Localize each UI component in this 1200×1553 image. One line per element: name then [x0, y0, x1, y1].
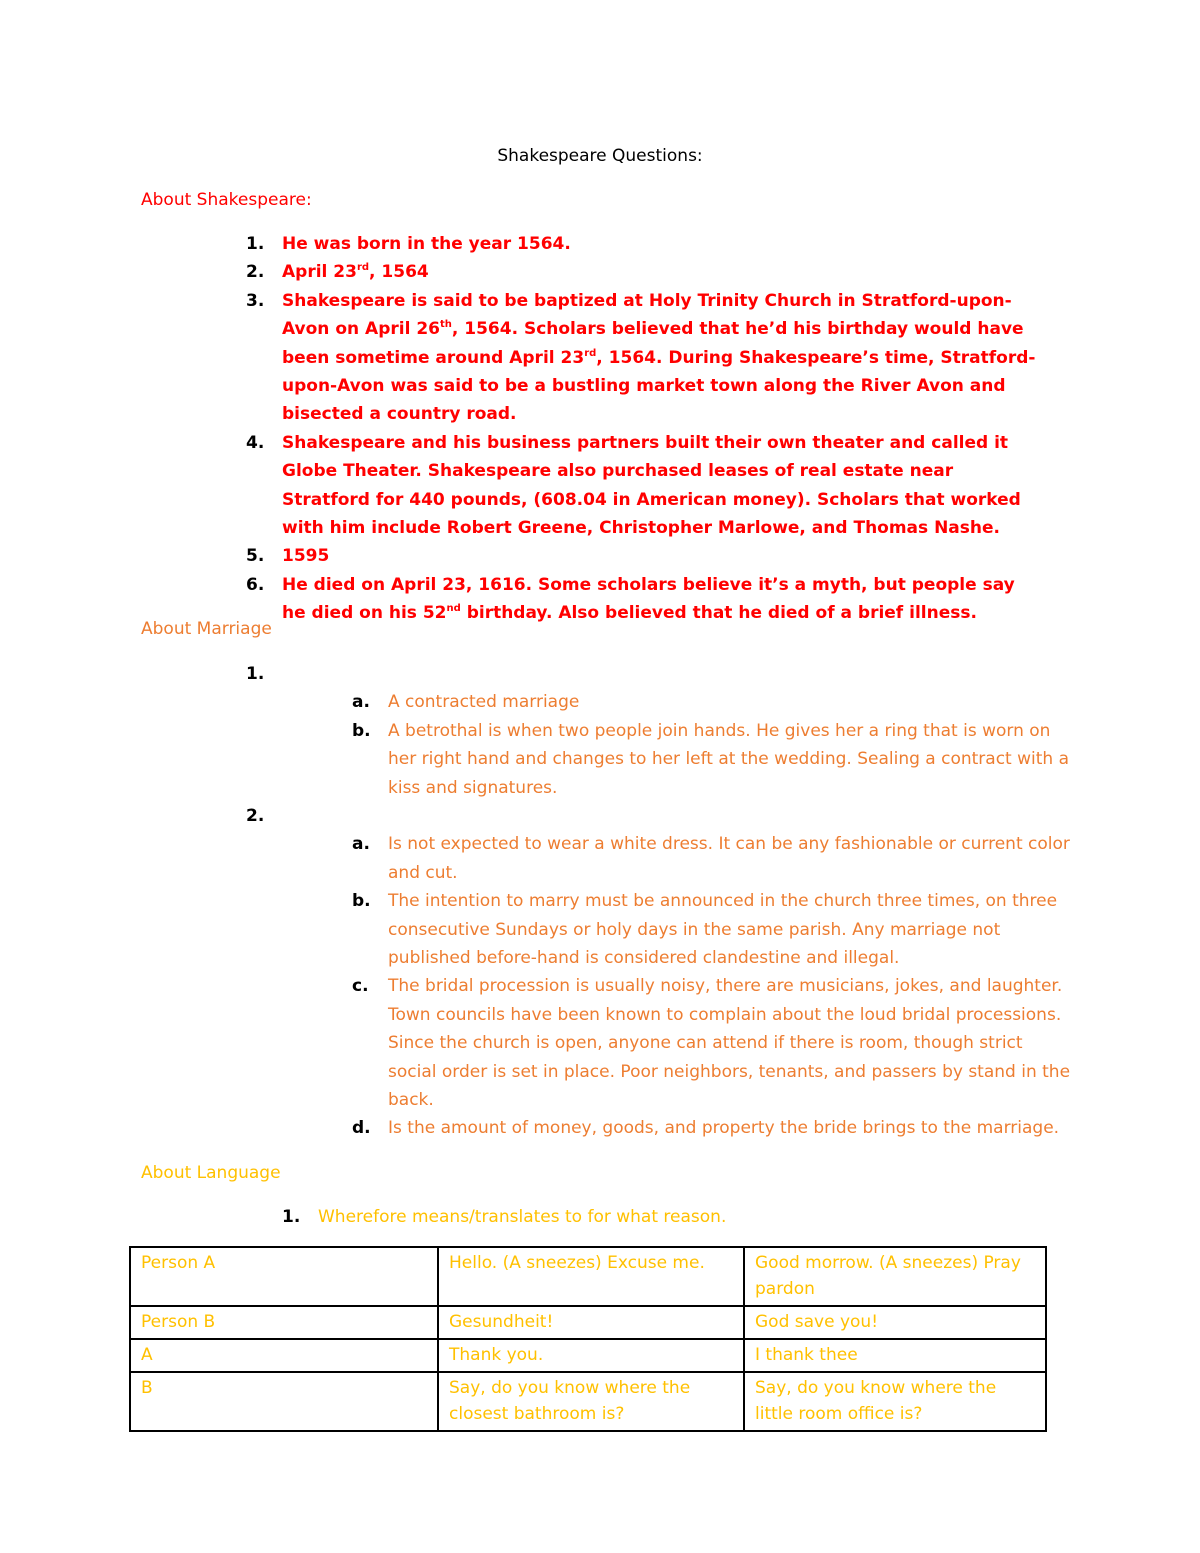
list-item [246, 802, 1076, 1143]
table-cell: Say, do you know where the little room office is? [744, 1372, 1046, 1431]
sub-list-item [352, 1114, 1076, 1142]
table-cell: Thank you. [438, 1339, 744, 1372]
list-item-text: April 23rd, 1564 [282, 262, 429, 283]
list-item-text: 1595 [282, 546, 330, 567]
table-cell: Person A [130, 1247, 438, 1306]
table-cell: A [130, 1339, 438, 1372]
sub-list-text: Is the amount of money, goods, and property the bride brings to the marriage. [388, 1118, 1060, 1139]
table-row [130, 1306, 1046, 1339]
list-item-text: He died on April 23, 1616. Some scholars believe it’s a myth, but people say he died on his 52nd birthday. Also believed that he died of a brief illness. [282, 574, 1015, 624]
list-number: 5. [246, 546, 265, 567]
sub-list [352, 830, 1076, 1142]
list-number: 1. [246, 234, 265, 254]
table-cell: Hello. (A sneezes) Excuse me. [438, 1247, 744, 1306]
sub-list-item [352, 717, 1076, 802]
language-list [282, 1203, 1072, 1231]
table-cell: Good morrow. (A sneezes) Pray pardon [744, 1247, 1046, 1306]
section-heading-about-shakespeare: About Shakespeare: [141, 190, 312, 210]
table-cell: Person B [130, 1306, 438, 1339]
sub-list-item [352, 830, 1076, 887]
sub-list-letter: b. [352, 720, 371, 741]
sub-list-letter: d. [352, 1118, 371, 1139]
list-item [246, 230, 1036, 258]
list-item-text: He was born in the year 1564. [282, 234, 571, 254]
list-item [246, 429, 1036, 543]
table-row [130, 1339, 1046, 1372]
list-number: 2. [246, 262, 265, 283]
table-cell: Gesundheit! [438, 1306, 744, 1339]
list-number: 6. [246, 574, 265, 595]
list-item [246, 258, 1036, 286]
list-item-text: Shakespeare and his business partners built their own theater and called it Globe Theater. Shakespeare also purchased leases of real estate near Stratford for 440 pounds, (608.04 in American money). Scholars that worked with him include Robert Greene, Christopher Marlowe, and Thomas Nashe. [282, 432, 1021, 539]
table-cell: Say, do you know where the closest bathroom is? [438, 1372, 744, 1431]
sub-list-letter: c. [352, 976, 369, 997]
shakespeare-list [246, 230, 1036, 628]
sub-list-letter: a. [352, 692, 370, 713]
table-cell: I thank thee [744, 1339, 1046, 1372]
table-row [130, 1372, 1046, 1431]
list-item [246, 571, 1036, 628]
list-number: 1. [246, 664, 265, 684]
sub-list-text: Is not expected to wear a white dress. It can be any fashionable or current color and cut. [388, 834, 1070, 883]
list-item [246, 542, 1036, 570]
table-row [130, 1247, 1046, 1306]
list-item [246, 660, 1076, 802]
list-number: 3. [246, 290, 265, 311]
list-number: 2. [246, 806, 265, 827]
list-number: 4. [246, 432, 265, 453]
section-heading-about-language: About Language [141, 1163, 281, 1183]
sub-list-text: The intention to marry must be announced in the church three times, on three consecutive Sundays or holy days in the same parish. Any marriage not published before-hand is considered clandestine and illegal. [388, 891, 1058, 969]
sub-list-text: A contracted marriage [388, 692, 580, 713]
list-item-text: Shakespeare is said to be baptized at Holy Trinity Church in Stratford-upon-Avon on April 26th, 1564. Scholars believed that he’d his birthday would have been sometime around April 23rd, 1564. During Shakespeare’s time, Stratford-upon-Avon was said to be a bustling market town along the River Avon and bisected a country road. [282, 290, 1036, 425]
list-number: 1. [282, 1207, 301, 1227]
sub-list-letter: a. [352, 834, 370, 855]
marriage-list [246, 660, 1076, 1143]
dialogue-table [129, 1246, 1047, 1432]
table-cell: B [130, 1372, 438, 1431]
list-item [246, 287, 1036, 429]
sub-list-text: A betrothal is when two people join hands. He gives her a ring that is worn on her right hand and changes to her left at the wedding. Sealing a contract with a kiss and signatures. [388, 720, 1070, 798]
table-cell: God save you! [744, 1306, 1046, 1339]
page-title: Shakespeare Questions: [497, 146, 703, 166]
sub-list [352, 688, 1076, 802]
sub-list-item [352, 972, 1076, 1114]
list-item-text: Wherefore means/translates to for what reason. [318, 1207, 727, 1227]
list-item [282, 1203, 1072, 1231]
sub-list-item [352, 887, 1076, 972]
section-heading-about-marriage: About Marriage [141, 619, 272, 639]
sub-list-letter: b. [352, 891, 371, 912]
sub-list-item [352, 688, 1076, 716]
sub-list-text: The bridal procession is usually noisy, there are musicians, jokes, and laughter. Town councils have been known to complain about the loud bridal processions. Since the church is open, anyone can attend if there is room, though strict social order is set in place. Poor neighbors, tenants, and passers by stand in the back. [388, 976, 1071, 1111]
